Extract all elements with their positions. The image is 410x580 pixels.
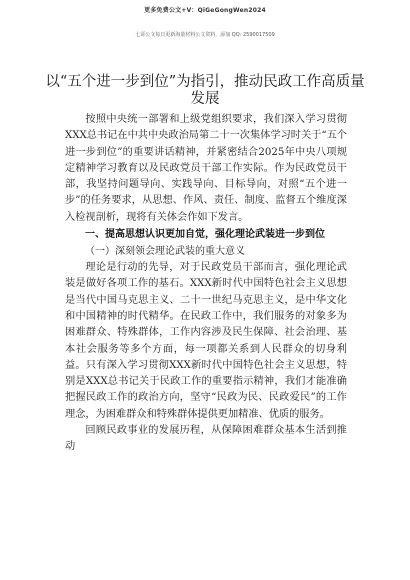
body-paragraph-continued: 回顾民政事业的发展历程，从保障困难群众基本生活到推动 — [65, 425, 347, 453]
section-heading: 一、提高思想认识更加自觉，强化理论武装进一步到位 — [85, 229, 325, 241]
watermark-banner: 更多免费公文+V：QiGeGongWen2024 — [144, 7, 266, 14]
document-body — [65, 112, 347, 456]
body-paragraph: 理论是行动的先导，对于民政党员干部而言，强化理论武装是做好各项工作的基石。XXX新时代中国特色社会主义思想是当代中国马克思主义、二十一世纪马克思主义，是中华文化和中国精神的时代精华。在民政工作中，我们服务的对象多为困难群众、特殊群体，工作内容涉及民生保障、社会治理、基本社会服务等多个方面，每一项都关系到人民群众的切身利益。只有深入学习贯彻XXX新时代中国特色社会主义思想，特别是XXX总书记关于民政工作的重要指示精神，我们才能准确把握民政工作的政治方向，坚守“民政为民、民政爱民”的工作理念，为困难群众和特殊群体提供更加精准、优质的服务。 — [65, 262, 347, 420]
subsection-heading: （一）深刻领会理论武装的重大意义 — [85, 246, 245, 258]
document-title: 以“五个进一步到位”为指引，推动民政工作高质量发展 — [45, 74, 365, 107]
intro-paragraph: 按照中央统一部署和上级党组织要求，我们深入学习贯彻XXX总书记在中共中央政治局第二十一次集体学习时关于“五个进一步到位”的重要讲话精神，并紧密结合2025年中央八项规定精神学习教育以及民政党员干部工作实际。作为民政党员干部，我坚持问题导向、实践导向、目标导向，对照“五个进一步”的任务要求，从思想、作风、责任、制度、监督五个维度深入检视剖析，现将有关体会作如下发言。 — [65, 114, 347, 223]
watermark-subline: 七哥公文每日更新海量材料公文资料，添加 QQ: 2590017509 — [135, 32, 275, 38]
